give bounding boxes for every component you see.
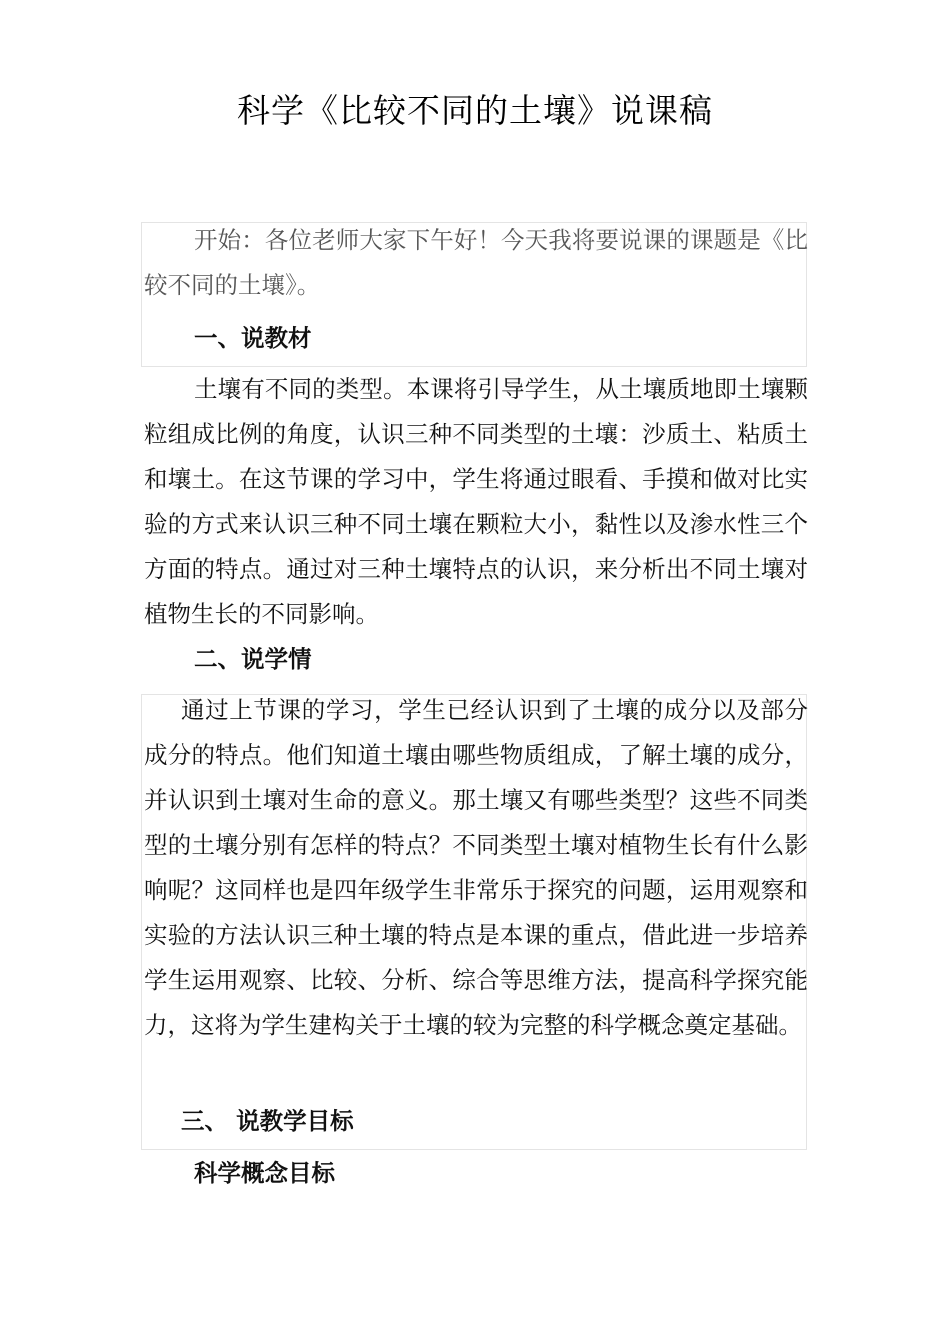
section-body-students: 通过上节课的学习，学生已经认识到了土壤的成分以及部分成分的特点。他们知道土壤由哪些物质组成，了解土壤的成分，并认识到土壤对生命的意义。那土壤又有哪些类型？这些不同类型的土壤分别有怎样的特点？不同类型土壤对植物生长有什么影响呢？这同样也是四年级学生非常乐于探究的问题，运用观察和实验的方法认识三种土壤的特点是本课的重点，借此进一步培养学生运用观察、比较、分析、综合等思维方法，提高科学探究能力，这将为学生建构关于土壤的较为完整的科学概念奠定基础。 [144, 696, 808, 1039]
document-title: 科学《比较不同的土壤》说课稿 [237, 91, 713, 130]
section-body-textbook: 土壤有不同的类型。本课将引导学生，从土壤质地即土壤颗粒组成比例的角度，认识三种不同类型的土壤：沙质土、粘质土和壤土。在这节课的学习中，学生将通过眼看、手摸和做对比实验的方式来认识三种不同土壤在颗粒大小，黏性以及渗水性三个方面的特点。通过对三种土壤特点的认识，来分析出不同土壤对植物生长的不同影响。 [144, 375, 808, 628]
section-heading-students: 二、说学情 [194, 645, 312, 673]
intro-paragraph: 开始：各位老师大家下午好！今天我将要说课的课题是《比较不同的土壤》。 [144, 226, 808, 299]
section-heading-goals: 三、 说教学目标 [181, 1107, 354, 1135]
section-heading-textbook: 一、说教材 [194, 324, 312, 352]
subsection-heading-concept-goals: 科学概念目标 [194, 1159, 335, 1187]
